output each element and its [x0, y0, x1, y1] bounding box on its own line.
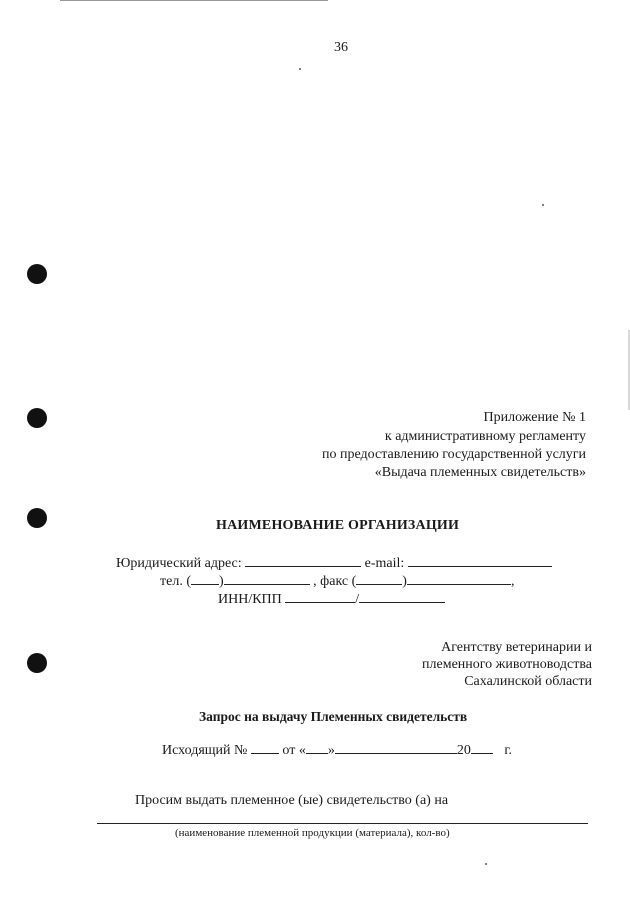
product-blank-line — [97, 823, 588, 824]
product-caption: (наименование племенной продукции (материала), кол-во) — [175, 827, 450, 839]
scan-speck — [299, 68, 301, 70]
outgoing-label: Исходящий № — [162, 743, 248, 758]
inn-blank — [285, 590, 355, 603]
fax-code-blank — [356, 572, 402, 585]
trailing-comma: , — [510, 574, 515, 589]
fax-label: , факс ( — [313, 574, 357, 589]
body-text: Просим выдать племенное (ые) свидетельство (а) на — [135, 793, 449, 808]
scan-top-line — [60, 0, 328, 1]
inn-kpp-separator: / — [355, 592, 360, 607]
legal-address-label: Юридический адрес: — [116, 556, 242, 571]
outgoing-row — [162, 741, 512, 759]
punch-hole-3 — [27, 508, 47, 528]
email-label: e-mail: — [364, 556, 405, 571]
phone-code-blank — [191, 572, 219, 585]
recipient-line-2: племенного животноводства — [422, 657, 592, 672]
appendix-line-2: к административному регламенту — [384, 429, 586, 444]
appendix-line-3: по предоставлению государственной услуги — [322, 447, 586, 462]
page-number: 36 — [334, 40, 348, 55]
kpp-blank — [359, 590, 445, 603]
legal-address-blank — [245, 554, 361, 567]
request-title: Запрос на выдачу Племенных свидетельств — [199, 709, 468, 724]
recipient-line-3: Сахалинской области — [464, 674, 592, 689]
phone-close-paren: ) — [218, 574, 224, 589]
punch-hole-1 — [27, 264, 47, 284]
date-from-label: от « — [282, 743, 306, 758]
recipient-line-1: Агентству ветеринарии и — [441, 640, 592, 655]
scan-speck — [485, 863, 487, 865]
inn-kpp-row — [218, 590, 445, 608]
outgoing-number-blank — [251, 741, 279, 754]
fax-number-blank — [407, 572, 511, 585]
phone-label: тел. ( — [160, 574, 191, 589]
day-blank — [306, 741, 328, 754]
email-blank — [408, 554, 552, 567]
year-prefix: 20 — [456, 743, 471, 758]
month-blank — [335, 741, 457, 754]
phone-fax-row — [160, 572, 514, 590]
legal-address-row — [116, 554, 552, 572]
quote-close: » — [327, 743, 335, 758]
appendix-line-1: Приложение № 1 — [483, 410, 586, 425]
phone-number-blank — [224, 572, 310, 585]
punch-hole-4 — [27, 653, 47, 673]
appendix-line-4: «Выдача племенных свидетельств» — [374, 465, 586, 480]
scan-speck — [542, 204, 544, 206]
year-suffix: г. — [504, 743, 512, 758]
fax-close-paren: ) — [402, 574, 407, 589]
punch-hole-2 — [27, 408, 47, 428]
organization-title: НАИМЕНОВАНИЕ ОРГАНИЗАЦИИ — [216, 518, 460, 533]
inn-kpp-label: ИНН/КПП — [218, 592, 282, 607]
year-blank — [471, 741, 493, 754]
